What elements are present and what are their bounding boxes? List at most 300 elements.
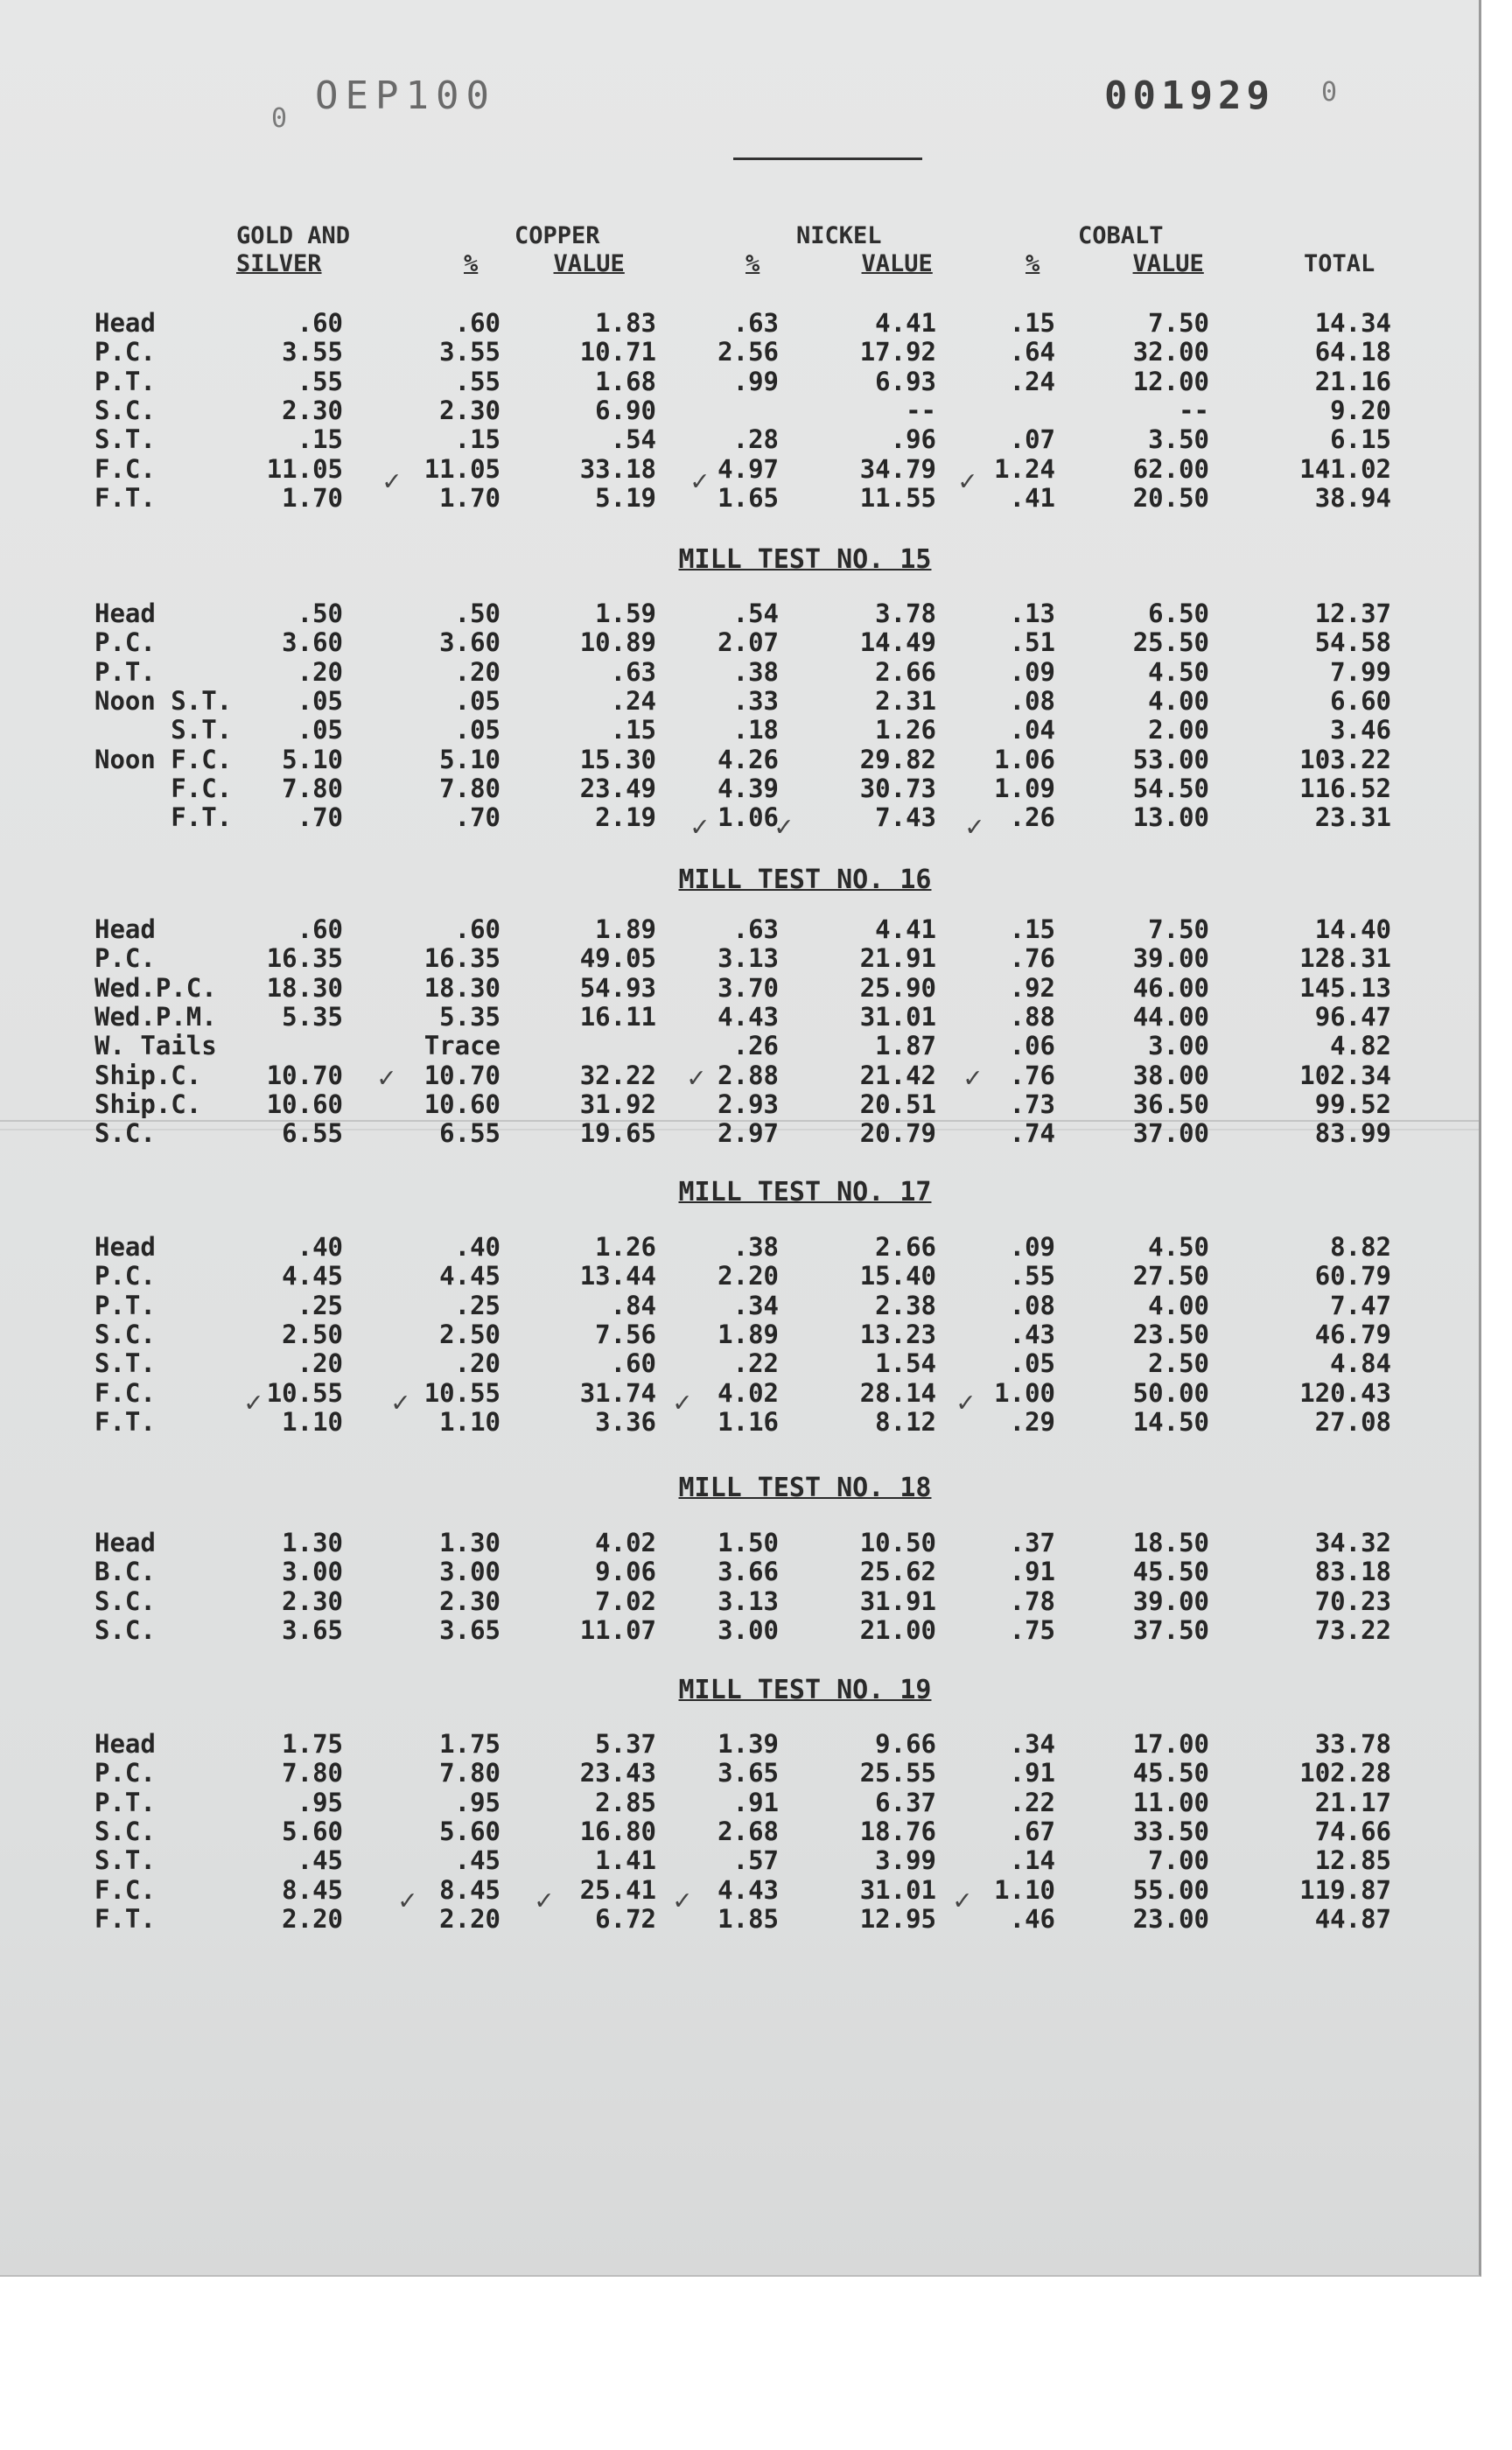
row-label: S.C. — [94, 1614, 156, 1645]
cell-co-pct: .74 — [1009, 1118, 1055, 1149]
check-mark-icon: ✓ — [399, 1883, 416, 1916]
cell-cu-pct: .05 — [454, 715, 500, 746]
cell-gs: 10.55 — [266, 1377, 343, 1408]
cell-total: 83.18 — [1314, 1557, 1391, 1587]
cell-gs: .05 — [297, 685, 343, 716]
cell-ni-pct: 1.65 — [718, 482, 779, 513]
cell-co-pct: 1.06 — [994, 744, 1055, 774]
row-label: P.T. — [94, 1290, 156, 1320]
cell-ni-val: 2.66 — [875, 656, 936, 687]
cell-co-pct: .04 — [1009, 715, 1055, 746]
cell-cu-val: 7.02 — [595, 1586, 656, 1616]
table-row — [0, 1758, 1479, 1788]
cell-cu-val: 10.89 — [579, 627, 656, 658]
row-label: B.C. — [94, 1557, 156, 1587]
cell-total: 102.28 — [1299, 1758, 1391, 1788]
header-nickel: NICKEL — [796, 222, 882, 249]
cell-gs: 5.10 — [282, 744, 343, 774]
cell-total: 99.52 — [1314, 1088, 1391, 1119]
cell-cu-val: 25.41 — [579, 1874, 656, 1905]
check-mark-icon: ✓ — [966, 809, 984, 843]
table-row — [0, 1407, 1479, 1437]
cell-total: 54.58 — [1314, 627, 1391, 658]
cell-co-pct: .22 — [1009, 1787, 1055, 1817]
cell-co-pct: .51 — [1009, 627, 1055, 658]
cell-co-pct: .29 — [1009, 1406, 1055, 1437]
cell-co-val: 23.50 — [1132, 1319, 1209, 1349]
cell-cu-val: .60 — [610, 1348, 656, 1379]
cell-total: 7.47 — [1330, 1290, 1391, 1320]
cell-cu-val: 1.59 — [595, 598, 656, 628]
cell-total: 96.47 — [1314, 1001, 1391, 1032]
table-row — [0, 1031, 1479, 1060]
cell-cu-val: 16.80 — [579, 1816, 656, 1846]
cell-cu-val: 15.30 — [579, 744, 656, 774]
table-row — [0, 1291, 1479, 1320]
cell-cu-pct: 11.05 — [424, 453, 500, 484]
cell-ni-val: 30.73 — [859, 773, 936, 803]
row-label: S.C. — [94, 1319, 156, 1349]
cell-total: 46.79 — [1314, 1319, 1391, 1349]
cell-co-val: 17.00 — [1132, 1729, 1209, 1759]
check-mark-icon: ✓ — [378, 1060, 396, 1094]
cell-ni-val: 9.66 — [875, 1729, 936, 1759]
cell-co-pct: .46 — [1009, 1903, 1055, 1934]
cell-gs: .60 — [297, 914, 343, 944]
cell-ni-pct: 2.20 — [718, 1261, 779, 1292]
table-row — [0, 424, 1479, 454]
header-cobalt-pct: % — [1026, 250, 1040, 277]
table-row — [0, 598, 1479, 628]
cell-ni-val: 3.99 — [875, 1845, 936, 1876]
cell-ni-val: -- — [906, 395, 936, 425]
cell-co-val: 6.50 — [1148, 598, 1209, 628]
cell-co-pct: .75 — [1009, 1614, 1055, 1645]
row-label: Noon S.T. — [94, 685, 233, 716]
table-row — [0, 1586, 1479, 1616]
cell-ni-pct: 4.43 — [718, 1001, 779, 1032]
cell-ni-val: 13.23 — [859, 1319, 936, 1349]
cell-co-pct: .76 — [1009, 1060, 1055, 1090]
cell-gs: 6.55 — [282, 1118, 343, 1149]
cell-co-pct: .05 — [1009, 1348, 1055, 1379]
cell-ni-val: 20.79 — [859, 1118, 936, 1149]
cell-ni-pct: .22 — [732, 1348, 779, 1379]
check-mark-icon: ✓ — [954, 1883, 971, 1916]
header-nickel-pct: % — [746, 250, 760, 277]
cell-cu-val: 16.11 — [579, 1001, 656, 1032]
cell-co-val: 45.50 — [1132, 1557, 1209, 1587]
cell-ni-val: 14.49 — [859, 627, 936, 658]
cell-total: 44.87 — [1314, 1903, 1391, 1934]
cell-ni-pct: 2.07 — [718, 627, 779, 658]
cell-cu-pct: 10.60 — [424, 1088, 500, 1119]
cell-gs: 3.60 — [282, 627, 343, 658]
cell-cu-val: .24 — [610, 685, 656, 716]
cell-cu-val: 10.71 — [579, 337, 656, 368]
cell-ni-val: 15.40 — [859, 1261, 936, 1292]
cell-ni-val: 1.87 — [875, 1031, 936, 1061]
cell-ni-val: 2.38 — [875, 1290, 936, 1320]
cell-co-val: 7.50 — [1148, 308, 1209, 338]
cell-cu-pct: 6.55 — [439, 1118, 500, 1149]
cell-co-val: 55.00 — [1132, 1874, 1209, 1905]
cell-co-val: 23.00 — [1132, 1903, 1209, 1934]
cell-co-val: 14.50 — [1132, 1406, 1209, 1437]
cell-ni-pct: 4.26 — [718, 744, 779, 774]
cell-gs: .70 — [297, 802, 343, 833]
cell-ni-pct: 2.68 — [718, 1816, 779, 1846]
cell-cu-pct: 7.80 — [439, 773, 500, 803]
header-nickel-sub — [746, 250, 938, 278]
cell-co-val: 37.50 — [1132, 1614, 1209, 1645]
cell-ni-pct: 1.50 — [718, 1528, 779, 1558]
cell-gs: .50 — [297, 598, 343, 628]
cell-co-val: 25.50 — [1132, 627, 1209, 658]
cell-gs: 8.45 — [282, 1874, 343, 1905]
cell-cu-pct: .20 — [454, 656, 500, 687]
row-label: S.T. — [94, 1348, 156, 1379]
cell-co-pct: .55 — [1009, 1261, 1055, 1292]
table-row — [0, 1528, 1479, 1558]
cell-co-val: 53.00 — [1132, 744, 1209, 774]
cell-ni-pct: .38 — [732, 1232, 779, 1262]
table-row — [0, 1904, 1479, 1934]
cell-co-val: -- — [1179, 395, 1209, 425]
table-row — [0, 943, 1479, 973]
cell-cu-pct: .70 — [454, 802, 500, 833]
cell-ni-val: 25.90 — [859, 972, 936, 1003]
cell-cu-val: 49.05 — [579, 943, 656, 974]
cell-co-val: 3.50 — [1148, 424, 1209, 455]
cell-gs: 7.80 — [282, 1758, 343, 1788]
section-title: MILL TEST NO. 15 — [678, 544, 932, 575]
cell-total: 119.87 — [1299, 1874, 1391, 1905]
cell-ni-val: .96 — [890, 424, 936, 455]
cell-ni-pct: 2.88 — [718, 1060, 779, 1090]
cell-co-val: 46.00 — [1132, 972, 1209, 1003]
cell-gs: 1.10 — [282, 1406, 343, 1437]
cell-total: 4.84 — [1330, 1348, 1391, 1379]
header-cobalt-sub — [1026, 250, 1227, 278]
cell-co-pct: .88 — [1009, 1001, 1055, 1032]
cell-total: 4.82 — [1330, 1031, 1391, 1061]
cell-gs: 1.75 — [282, 1729, 343, 1759]
cell-gs: 11.05 — [266, 453, 343, 484]
document-number-stamp: 001929 — [1104, 74, 1275, 118]
cell-cu-val: 32.22 — [579, 1060, 656, 1090]
cell-ni-pct: .63 — [732, 914, 779, 944]
cell-cu-val: 54.93 — [579, 972, 656, 1003]
cell-total: 83.99 — [1314, 1118, 1391, 1149]
cell-ni-pct: .38 — [732, 656, 779, 687]
cell-co-pct: .08 — [1009, 1290, 1055, 1320]
cell-ni-val: 17.92 — [859, 337, 936, 368]
cell-cu-pct: 4.45 — [439, 1261, 500, 1292]
cell-gs: 16.35 — [266, 943, 343, 974]
header-cobalt-value: VALUE — [1132, 250, 1204, 277]
cell-cu-val: 5.37 — [595, 1729, 656, 1759]
cell-cu-val: .63 — [610, 656, 656, 687]
cell-total: 12.37 — [1314, 598, 1391, 628]
row-label: S.C. — [94, 1586, 156, 1616]
cell-ni-val: 31.01 — [859, 1874, 936, 1905]
cell-gs: 3.55 — [282, 337, 343, 368]
cell-ni-val: 34.79 — [859, 453, 936, 484]
cell-cu-pct: 3.55 — [439, 337, 500, 368]
cell-co-val: 7.50 — [1148, 914, 1209, 944]
cell-total: 74.66 — [1314, 1816, 1391, 1846]
cell-co-val: 12.00 — [1132, 366, 1209, 396]
cell-ni-val: 29.82 — [859, 744, 936, 774]
cell-cu-pct: 2.20 — [439, 1903, 500, 1934]
header-copper-pct: % — [464, 250, 479, 277]
cell-cu-val: 7.56 — [595, 1319, 656, 1349]
cell-cu-val: 31.92 — [579, 1088, 656, 1119]
row-label: P.T. — [94, 1787, 156, 1817]
cell-ni-pct: .63 — [732, 308, 779, 338]
cell-gs: .15 — [297, 424, 343, 455]
cell-ni-val: 6.93 — [875, 366, 936, 396]
header-gold-silver — [236, 222, 350, 278]
row-label: S.T. — [94, 715, 233, 746]
table-row — [0, 308, 1479, 338]
cell-total: 38.94 — [1314, 482, 1391, 513]
cell-co-pct: .76 — [1009, 943, 1055, 974]
cell-cu-pct: 10.55 — [424, 1377, 500, 1408]
cell-co-pct: .78 — [1009, 1586, 1055, 1616]
table-row — [0, 1729, 1479, 1759]
cell-cu-val: 9.06 — [595, 1557, 656, 1587]
row-label: Head — [94, 308, 156, 338]
cell-co-pct: .92 — [1009, 972, 1055, 1003]
cell-co-val: 2.00 — [1148, 715, 1209, 746]
table-row — [0, 1845, 1479, 1875]
cell-gs: .20 — [297, 656, 343, 687]
cell-cu-pct: 5.35 — [439, 1001, 500, 1032]
cell-total: 73.22 — [1314, 1614, 1391, 1645]
header-copper: COPPER — [514, 222, 600, 249]
cell-total: 141.02 — [1299, 453, 1391, 484]
cell-co-pct: .37 — [1009, 1528, 1055, 1558]
row-label: S.C. — [94, 395, 156, 425]
cell-total: 34.32 — [1314, 1528, 1391, 1558]
cell-ni-val: 11.55 — [859, 482, 936, 513]
cell-total: 103.22 — [1299, 744, 1391, 774]
cell-total: 128.31 — [1299, 943, 1391, 974]
cell-total: 21.17 — [1314, 1787, 1391, 1817]
cell-total: 7.99 — [1330, 656, 1391, 687]
cell-cu-pct: .60 — [454, 308, 500, 338]
cell-co-val: 13.00 — [1132, 802, 1209, 833]
cell-co-val: 37.00 — [1132, 1118, 1209, 1149]
cell-ni-val: 4.41 — [875, 308, 936, 338]
cell-co-pct: .15 — [1009, 914, 1055, 944]
cell-gs: 1.30 — [282, 1528, 343, 1558]
cell-gs: .95 — [297, 1787, 343, 1817]
cell-ni-pct: .54 — [732, 598, 779, 628]
cell-co-val: 62.00 — [1132, 453, 1209, 484]
cell-total: 23.31 — [1314, 802, 1391, 833]
cell-co-val: 45.50 — [1132, 1758, 1209, 1788]
cell-total: 64.18 — [1314, 337, 1391, 368]
cell-ni-val: 6.37 — [875, 1787, 936, 1817]
row-label: F.T. — [94, 482, 156, 513]
row-label: S.T. — [94, 1845, 156, 1876]
cell-co-pct: .24 — [1009, 366, 1055, 396]
cell-ni-val: 31.01 — [859, 1001, 936, 1032]
row-label: F.C. — [94, 1377, 156, 1408]
cell-co-pct: .73 — [1009, 1088, 1055, 1119]
table-row — [0, 454, 1479, 484]
table-row — [0, 1348, 1479, 1378]
check-mark-icon: ✓ — [957, 1385, 975, 1418]
row-label: Head — [94, 598, 156, 628]
cell-co-pct: .14 — [1009, 1845, 1055, 1876]
cell-cu-pct: .60 — [454, 914, 500, 944]
table-row — [0, 627, 1479, 657]
table-row — [0, 1615, 1479, 1645]
header-copper-value: VALUE — [553, 250, 625, 277]
table-row — [0, 1875, 1479, 1905]
table-row — [0, 396, 1479, 425]
cell-co-pct: .41 — [1009, 482, 1055, 513]
cell-cu-val: 1.89 — [595, 914, 656, 944]
cell-co-pct: .64 — [1009, 337, 1055, 368]
cell-total: 145.13 — [1299, 972, 1391, 1003]
cell-co-val: 50.00 — [1132, 1377, 1209, 1408]
cell-gs: 2.20 — [282, 1903, 343, 1934]
header-total: TOTAL — [1304, 250, 1376, 277]
table-row — [0, 973, 1479, 1003]
check-mark-icon: ✓ — [383, 464, 401, 497]
cell-ni-pct: .26 — [732, 1031, 779, 1061]
row-label: S.T. — [94, 424, 156, 455]
cell-total: 116.52 — [1299, 773, 1391, 803]
cell-total: 3.46 — [1330, 715, 1391, 746]
section-title: MILL TEST NO. 16 — [678, 864, 932, 895]
header-gold-silver-line2: SILVER — [236, 250, 322, 277]
cell-cu-pct: .40 — [454, 1232, 500, 1262]
cell-ni-val: 28.14 — [859, 1377, 936, 1408]
table-row — [0, 657, 1479, 687]
cell-ni-val: 21.00 — [859, 1614, 936, 1645]
check-mark-icon: ✓ — [245, 1385, 262, 1418]
cell-co-val: 32.00 — [1132, 337, 1209, 368]
row-label: Wed.P.M. — [94, 1001, 217, 1032]
table-row — [0, 715, 1479, 745]
cell-gs: .55 — [297, 366, 343, 396]
cell-co-val: 27.50 — [1132, 1261, 1209, 1292]
cell-co-val: 39.00 — [1132, 1586, 1209, 1616]
cell-gs: 10.70 — [266, 1060, 343, 1090]
cell-cu-val: 19.65 — [579, 1118, 656, 1149]
cell-total: 70.23 — [1314, 1586, 1391, 1616]
cell-co-val: 4.50 — [1148, 656, 1209, 687]
section-title: MILL TEST NO. 19 — [678, 1675, 932, 1705]
cell-ni-pct: 1.39 — [718, 1729, 779, 1759]
cell-ni-val: 4.41 — [875, 914, 936, 944]
cell-total: 27.08 — [1314, 1406, 1391, 1437]
cell-ni-pct: 3.70 — [718, 972, 779, 1003]
cell-cu-val: 3.36 — [595, 1406, 656, 1437]
cell-total: 14.40 — [1314, 914, 1391, 944]
cell-co-pct: .34 — [1009, 1729, 1055, 1759]
cell-ni-val: 18.76 — [859, 1816, 936, 1846]
cell-cu-pct: 3.00 — [439, 1557, 500, 1587]
table-row — [0, 1816, 1479, 1846]
row-label: Head — [94, 1232, 156, 1262]
cell-cu-pct: 7.80 — [439, 1758, 500, 1788]
cell-ni-pct: 4.97 — [718, 453, 779, 484]
cell-total: 8.82 — [1330, 1232, 1391, 1262]
cell-cu-pct: .15 — [454, 424, 500, 455]
cell-gs: .05 — [297, 715, 343, 746]
cell-ni-pct: .99 — [732, 366, 779, 396]
cell-gs: 18.30 — [266, 972, 343, 1003]
row-label: F.T. — [94, 1903, 156, 1934]
row-label: P.C. — [94, 943, 156, 974]
cell-ni-val: 20.51 — [859, 1088, 936, 1119]
cell-co-val: 4.00 — [1148, 685, 1209, 716]
cell-total: 9.20 — [1330, 395, 1391, 425]
table-row — [0, 802, 1479, 832]
cell-ni-pct: 3.66 — [718, 1557, 779, 1587]
check-mark-icon: ✓ — [392, 1385, 410, 1418]
cell-gs: .20 — [297, 1348, 343, 1379]
check-mark-icon: ✓ — [959, 464, 976, 497]
cell-total: 60.79 — [1314, 1261, 1391, 1292]
cell-gs: .40 — [297, 1232, 343, 1262]
cell-cu-pct: 3.65 — [439, 1614, 500, 1645]
cell-co-val: 3.00 — [1148, 1031, 1209, 1061]
header-nickel-value: VALUE — [861, 250, 933, 277]
cell-ni-val: 25.62 — [859, 1557, 936, 1587]
cell-ni-val: 12.95 — [859, 1903, 936, 1934]
cell-ni-pct: .91 — [732, 1787, 779, 1817]
row-label: Head — [94, 1528, 156, 1558]
cell-ni-pct: 1.85 — [718, 1903, 779, 1934]
cell-cu-pct: 1.75 — [439, 1729, 500, 1759]
cell-total: 14.34 — [1314, 308, 1391, 338]
cell-ni-pct: 3.00 — [718, 1614, 779, 1645]
header-copper-sub — [464, 250, 656, 278]
cell-total: 120.43 — [1299, 1377, 1391, 1408]
cell-total: 6.15 — [1330, 424, 1391, 455]
row-label: F.C. — [94, 773, 233, 803]
row-label: P.C. — [94, 1758, 156, 1788]
row-label: P.T. — [94, 656, 156, 687]
cell-ni-val: 3.78 — [875, 598, 936, 628]
cell-ni-pct: .33 — [732, 685, 779, 716]
check-mark-icon: ✓ — [775, 809, 793, 843]
cell-ni-val: 25.55 — [859, 1758, 936, 1788]
row-label: F.T. — [94, 802, 233, 833]
cell-co-pct: 1.10 — [994, 1874, 1055, 1905]
cell-co-pct: .13 — [1009, 598, 1055, 628]
stamp-mark: 0 — [271, 103, 288, 134]
table-row — [0, 686, 1479, 716]
cell-gs: 3.65 — [282, 1614, 343, 1645]
cell-co-val: 18.50 — [1132, 1528, 1209, 1558]
row-label: Head — [94, 914, 156, 944]
cell-total: 102.34 — [1299, 1060, 1391, 1090]
cell-cu-val: 23.43 — [579, 1758, 656, 1788]
cell-total: 12.85 — [1314, 1845, 1391, 1876]
cell-cu-val: 31.74 — [579, 1377, 656, 1408]
table-row — [0, 1060, 1479, 1090]
cell-co-pct: 1.09 — [994, 773, 1055, 803]
